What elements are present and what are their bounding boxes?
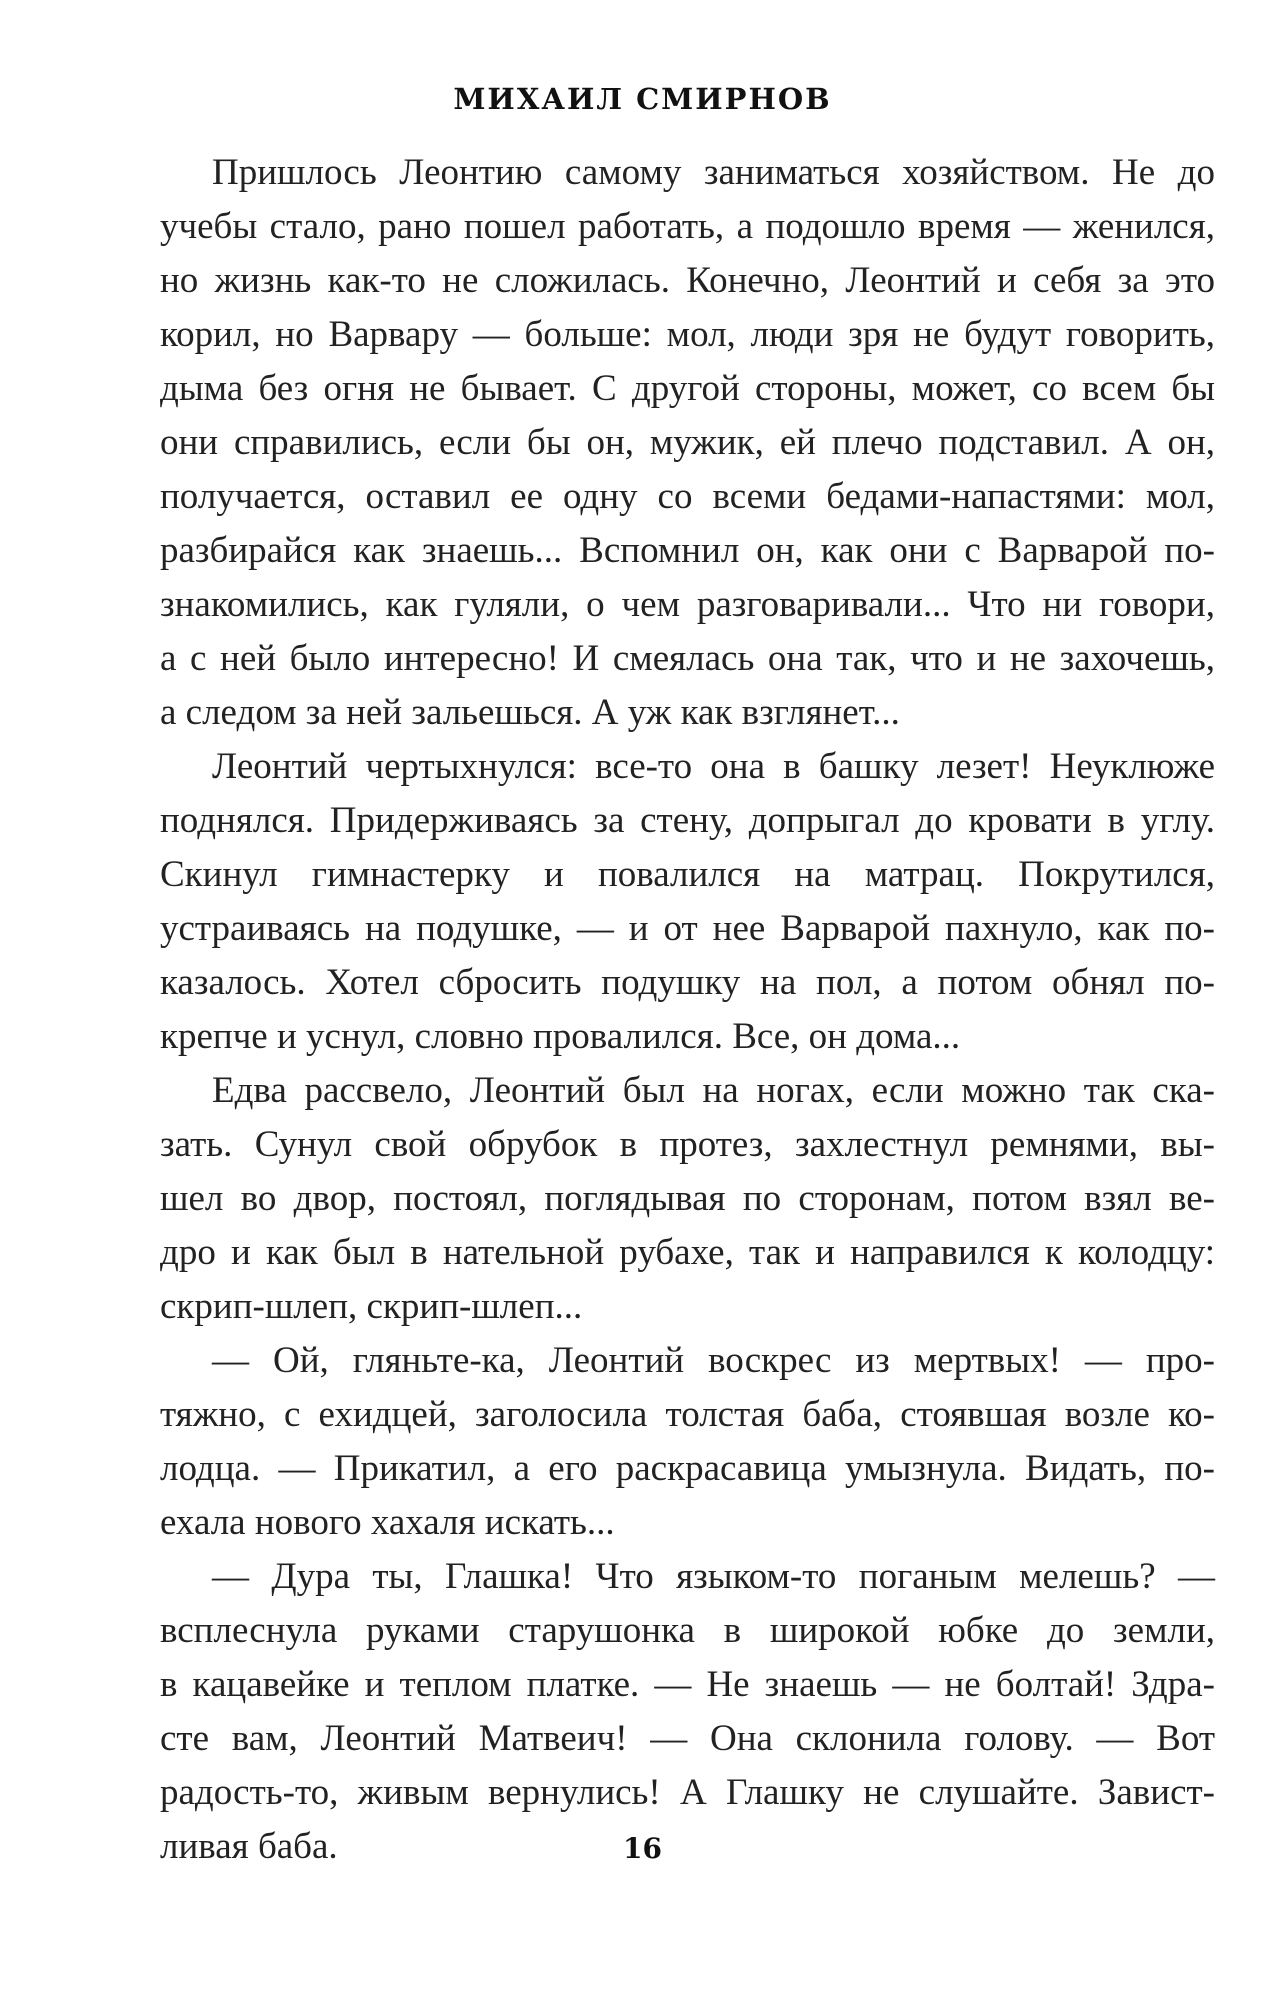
text-line: радость-то, живым вернулись! А Глашку не слушайте. Завист- xyxy=(160,1772,1215,1813)
text-line: но жизнь как-то не сложилась. Конечно, Леонтий и себя за это xyxy=(160,260,1215,301)
text-line: учебы стало, рано пошел работать, а подошло время — женился, xyxy=(160,206,1215,247)
text-line: дро и как был в нательной рубахе, так и направился к колодцу: xyxy=(160,1232,1215,1273)
text-line: всплеснула руками старушонка в широкой юбке до земли, xyxy=(160,1610,1215,1651)
page-number: 16 xyxy=(623,1832,662,1865)
text-line: Пришлось Леонтию самому заниматься хозяйством. Не до xyxy=(212,152,1215,193)
text-line: — Ой, гляньте-ка, Леонтий воскрес из мертвых! — про- xyxy=(212,1340,1215,1381)
text-line: — Дура ты, Глашка! Что языком-то поганым мелешь? — xyxy=(212,1556,1215,1597)
text-line: они справились, если бы он, мужик, ей плечо подставил. А он, xyxy=(160,422,1215,463)
text-line: Скинул гимнастерку и повалился на матрац. Покрутился, xyxy=(160,854,1215,895)
text-line: лодца. — Прикатил, а его раскрасавица умызнула. Видать, по- xyxy=(160,1448,1215,1489)
text-line: скрип-шлеп, скрип-шлеп... xyxy=(160,1286,583,1327)
text-line: казалось. Хотел сбросить подушку на пол, а потом обнял по- xyxy=(160,962,1215,1003)
text-line: знакомились, как гуляли, о чем разговаривали... Что ни говори, xyxy=(160,584,1215,625)
text-line: а следом за ней зальешься. А уж как взглянет... xyxy=(160,692,900,733)
text-line: Едва рассвело, Леонтий был на ногах, если можно так ска- xyxy=(212,1070,1215,1111)
text-line: шел во двор, постоял, поглядывая по сторонам, потом взял ве- xyxy=(160,1178,1215,1219)
text-line: ливая баба. xyxy=(160,1826,338,1867)
text-line: Леонтий чертыхнулся: все-то она в башку лезет! Неуклюже xyxy=(212,746,1215,787)
text-line: устраиваясь на подушке, — и от нее Варварой пахнуло, как по- xyxy=(160,908,1215,949)
body-text xyxy=(160,146,1215,1874)
text-line: ехала нового хахаля искать... xyxy=(160,1502,615,1543)
text-line: дыма без огня не бывает. С другой стороны, может, со всем бы xyxy=(160,368,1215,409)
text-line: корил, но Варвару — больше: мол, люди зря не будут говорить, xyxy=(160,314,1215,355)
text-line: в кацавейке и теплом платке. — Не знаешь — не болтай! Здра- xyxy=(160,1664,1215,1705)
text-line: тяжно, с ехидцей, заголосила толстая баба, стоявшая возле ко- xyxy=(160,1394,1215,1435)
text-line: разбирайся как знаешь... Вспомнил он, как они с Варварой по- xyxy=(160,530,1215,571)
running-head-author: МИХАИЛ СМИРНОВ xyxy=(453,82,832,116)
text-line: поднялся. Придерживаясь за стену, допрыгал до кровати в углу. xyxy=(160,800,1215,841)
text-line: а с ней было интересно! И смеялась она так, что и не захочешь, xyxy=(160,638,1215,679)
text-line: зать. Сунул свой обрубок в протез, захлестнул ремнями, вы- xyxy=(160,1124,1215,1165)
text-line: получается, оставил ее одну со всеми бедами-напастями: мол, xyxy=(160,476,1215,517)
text-line: крепче и уснул, словно провалился. Все, он дома... xyxy=(160,1016,961,1057)
text-line: сте вам, Леонтий Матвеич! — Она склонила голову. — Вот xyxy=(160,1718,1215,1759)
